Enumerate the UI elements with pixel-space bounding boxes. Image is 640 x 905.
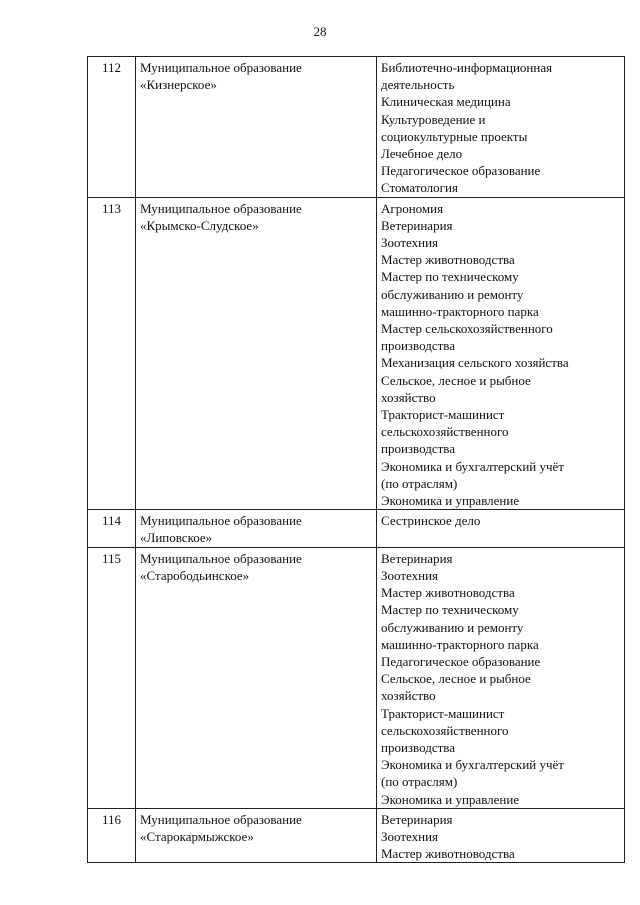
specialty-line: Экономика и бухгалтерский учёт xyxy=(381,458,564,474)
specialty-line: Библиотечно-информационная xyxy=(381,60,553,75)
specialty-line: Сельское, лесное и рыбное xyxy=(381,372,531,388)
table-row xyxy=(88,510,625,547)
municipality-name-cell xyxy=(136,510,377,547)
specialty-line: Культуроведение и xyxy=(381,111,486,127)
specialty-line: обслуживанию и ремонту xyxy=(381,286,524,302)
specialty-line: социокультурные проекты xyxy=(381,128,528,144)
page-number: 28 xyxy=(313,24,327,39)
specialty-line: сельскохозяйственного xyxy=(381,722,509,738)
specialty-line: Зоотехния xyxy=(381,828,439,844)
table-row xyxy=(88,57,625,198)
specialties-cell xyxy=(377,808,625,863)
row-number-cell: 115 xyxy=(88,547,136,808)
table-row xyxy=(88,547,625,808)
municipality-name-cell xyxy=(136,547,377,808)
specialty-line: производства xyxy=(381,338,456,354)
municipality-name-line: «Кизнерское» xyxy=(140,77,217,93)
municipality-name-line: Муниципальное образование xyxy=(140,200,302,216)
specialty-line: Сестринское дело xyxy=(381,513,481,529)
table-body xyxy=(88,57,625,863)
specialty-line: Агрономия xyxy=(381,200,444,216)
specialty-line: хозяйство xyxy=(381,688,436,704)
specialties-cell xyxy=(377,57,625,198)
specialty-line: Экономика и бухгалтерский учёт xyxy=(381,757,564,773)
row-number-cell: 113 xyxy=(88,197,136,510)
row-number-cell: 114 xyxy=(88,510,136,547)
specialty-line: Педагогическое образование xyxy=(381,653,541,669)
municipality-name-line: Муниципальное образование xyxy=(140,550,302,566)
row-number-cell: 116 xyxy=(88,808,136,863)
specialty-line: Клиническая медицина xyxy=(381,94,511,110)
specialty-line: Стоматология xyxy=(381,180,458,196)
specialty-line: Зоотехния xyxy=(381,567,439,583)
specialty-line: (по отраслям) xyxy=(381,475,458,491)
specialty-line: Мастер по техническому xyxy=(381,602,519,618)
specialty-line: Тракторист-машинист xyxy=(381,705,505,721)
municipality-name-line: Муниципальное образование xyxy=(140,513,302,529)
specialty-line: Механизация сельского хозяйства xyxy=(381,355,569,371)
specialty-line: Зоотехния xyxy=(381,235,439,251)
table-row xyxy=(88,808,625,863)
specialty-line: Мастер животноводства xyxy=(381,585,515,601)
specialty-line: производства xyxy=(381,739,456,755)
municipality-name-cell xyxy=(136,808,377,863)
specialty-line: обслуживанию и ремонту xyxy=(381,619,524,635)
specialty-line: Сельское, лесное и рыбное xyxy=(381,671,531,687)
specialty-line: Ветеринария xyxy=(381,550,453,566)
municipality-name-line: Муниципальное образование xyxy=(140,811,302,827)
specialty-line: машинно-тракторного парка xyxy=(381,636,539,652)
specialty-line: Мастер сельскохозяйственного xyxy=(381,321,553,337)
specialty-line: Экономика и управление xyxy=(381,493,520,509)
specialty-line: Мастер животноводства xyxy=(381,252,515,268)
specialties-cell xyxy=(377,547,625,808)
specialties-cell xyxy=(377,197,625,510)
municipality-name-line: «Крымско-Слудское» xyxy=(140,217,259,233)
municipality-name-cell xyxy=(136,57,377,198)
specialty-line: Тракторист-машинист xyxy=(381,407,505,423)
municipality-name-line: «Старокармыжское» xyxy=(140,828,254,844)
specialty-line: (по отраслям) xyxy=(381,774,458,790)
specialty-line: машинно-тракторного парка xyxy=(381,303,539,319)
specialty-line: Лечебное дело xyxy=(381,146,463,162)
table-row xyxy=(88,197,625,510)
specialty-line: сельскохозяйственного xyxy=(381,424,509,440)
municipality-specialties-table xyxy=(87,56,625,863)
specialty-line: хозяйство xyxy=(381,389,436,405)
municipality-name-line: Муниципальное образование xyxy=(140,60,302,75)
specialty-line: Мастер по техническому xyxy=(381,269,519,285)
specialty-line: Экономика и управление xyxy=(381,791,520,807)
municipality-name-cell xyxy=(136,197,377,510)
specialty-line: Педагогическое образование xyxy=(381,163,541,179)
municipality-name-line: «Липовское» xyxy=(140,530,213,546)
municipality-name-line: «Старободьинское» xyxy=(140,567,250,583)
specialty-line: Ветеринария xyxy=(381,811,453,827)
specialty-line: производства xyxy=(381,441,456,457)
specialties-cell xyxy=(377,510,625,547)
specialty-line: деятельность xyxy=(381,77,455,93)
specialty-line: Ветеринария xyxy=(381,217,453,233)
row-number-cell: 112 xyxy=(88,57,136,198)
specialty-line: Мастер животноводства xyxy=(381,846,515,862)
